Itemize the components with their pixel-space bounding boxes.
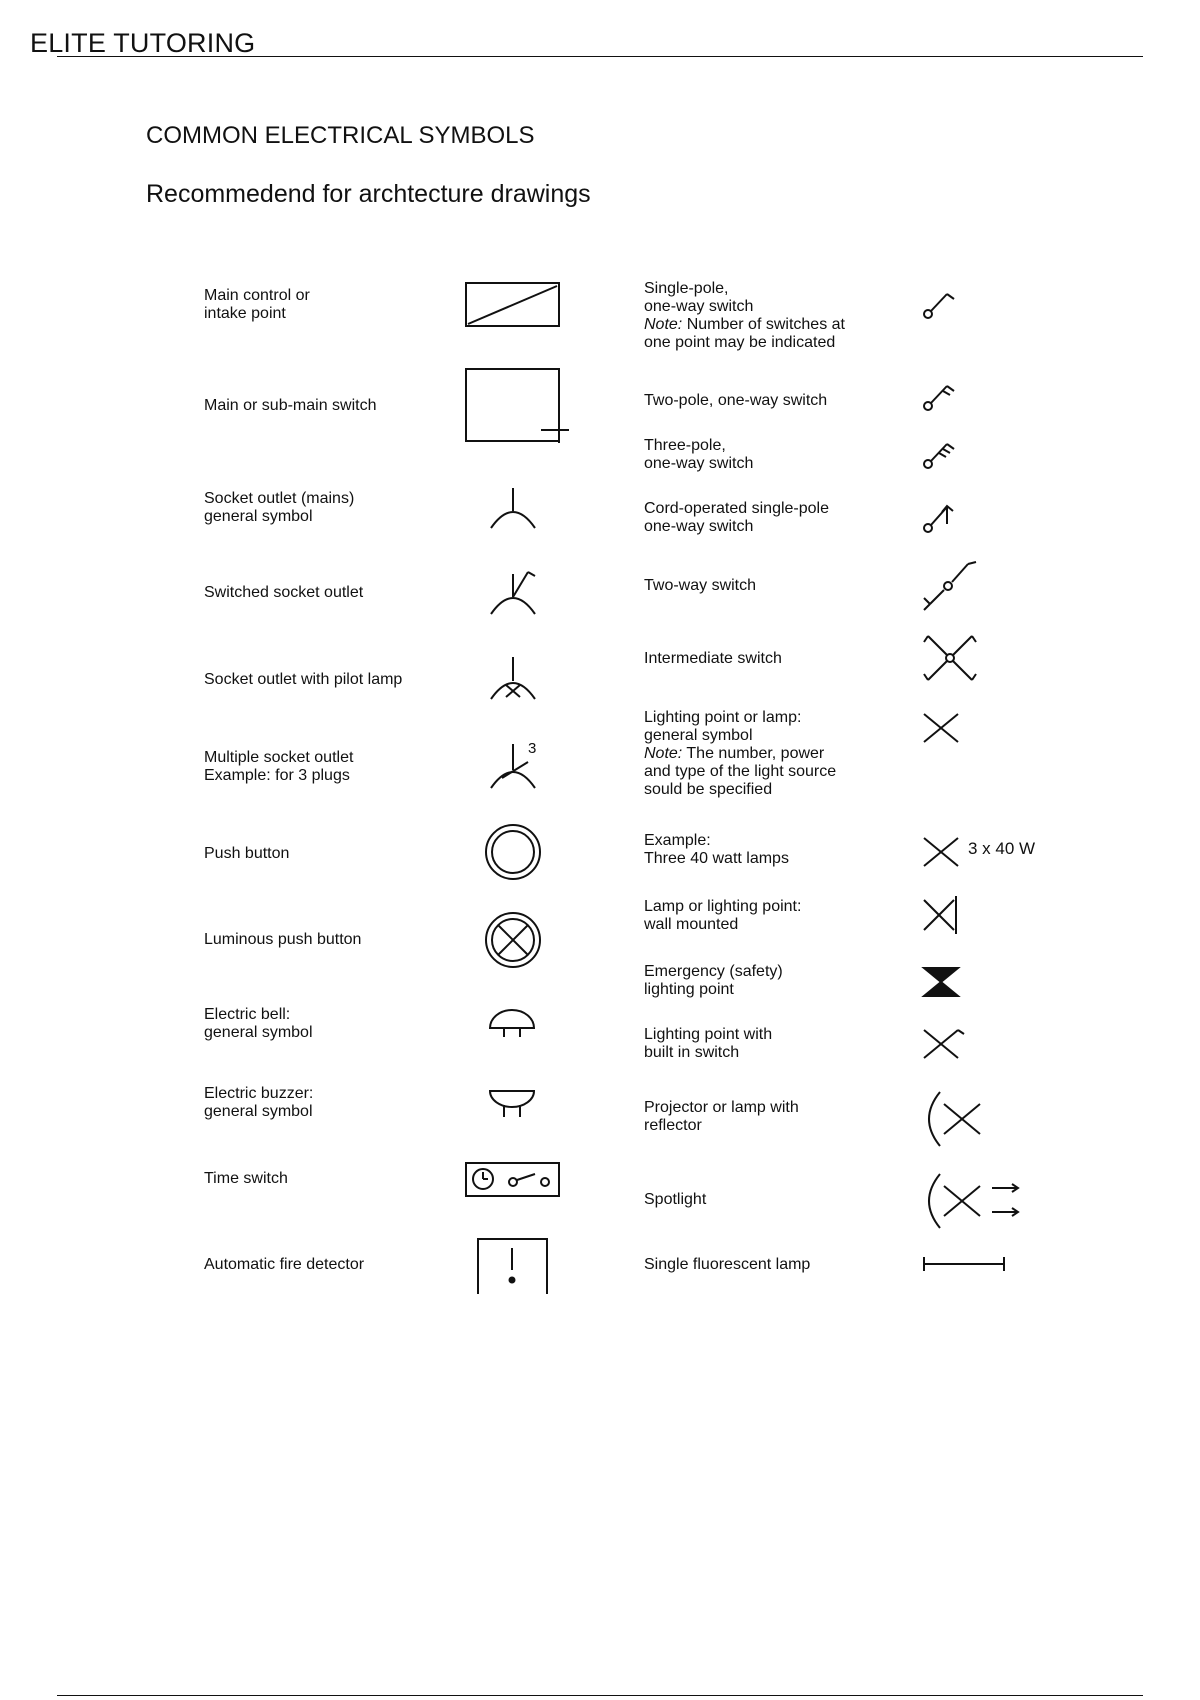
sub-main-switch-icon — [465, 368, 571, 444]
three-pole-switch-icon — [922, 440, 958, 470]
electric-buzzer-icon — [488, 1087, 536, 1119]
cord-switch-icon — [922, 502, 958, 534]
electric-bell-icon — [488, 1008, 536, 1038]
label-electric-bell: Electric bell: general symbol — [204, 1006, 313, 1041]
main-control-icon — [465, 282, 561, 328]
label-main-control: Main control or intake point — [204, 287, 310, 322]
note-prefix: Note: — [644, 316, 683, 333]
fire-detector-icon — [477, 1238, 549, 1294]
label-emergency-lamp: Emergency (safety) lighting point — [644, 963, 783, 998]
fluorescent-lamp-icon — [922, 1256, 1006, 1272]
label-three-pole-switch: Three-pole, one-way switch — [644, 437, 754, 472]
push-button-icon — [484, 827, 542, 877]
label-fire-detector: Automatic fire detector — [204, 1256, 365, 1273]
label-socket-pilot-lamp: Socket outlet with pilot lamp — [204, 671, 403, 688]
lamp-example-rating: 3 x 40 W — [968, 839, 1036, 858]
label-multiple-socket: Multiple socket outlet Example: for 3 plugs — [204, 749, 354, 784]
label-two-way-switch: Two-way switch — [644, 577, 757, 594]
label-push-button: Push button — [204, 845, 290, 862]
multiple-socket-count: 3 — [528, 740, 537, 757]
label-fluorescent-lamp: Single fluorescent lamp — [644, 1256, 811, 1273]
label-electric-buzzer: Electric buzzer: general symbol — [204, 1085, 314, 1120]
luminous-push-button-icon — [484, 914, 542, 966]
socket-outlet-icon — [488, 486, 538, 530]
emergency-lamp-icon — [922, 966, 960, 998]
switched-socket-icon — [488, 570, 538, 616]
projector-icon — [922, 1090, 986, 1148]
footer-rule — [57, 1695, 1143, 1696]
label-socket-outlet: Socket outlet (mains) general symbol — [204, 490, 355, 525]
label-time-switch: Time switch — [204, 1170, 288, 1187]
lamp-icon — [922, 712, 960, 744]
label-two-pole-switch: Two-pole, one-way switch — [644, 392, 828, 409]
label-single-pole-switch: Single-pole, one-way switch Note: Number of switches at one point may be indicated — [644, 280, 845, 351]
intermediate-switch-icon — [922, 632, 978, 684]
spotlight-icon — [922, 1172, 1026, 1230]
label-lamp-example: Example: Three 40 watt lamps — [644, 832, 789, 867]
label-wall-lamp: Lamp or lighting point: wall mounted — [644, 898, 802, 933]
label-intermediate-switch: Intermediate switch — [644, 650, 782, 667]
label-cord-switch: Cord-operated single-pole one-way switch — [644, 500, 829, 535]
two-way-switch-icon — [922, 560, 978, 612]
label-projector: Projector or lamp with reflector — [644, 1099, 799, 1134]
label-spotlight: Spotlight — [644, 1191, 707, 1208]
label-luminous-push-button: Luminous push button — [204, 931, 362, 948]
lamp-switch-icon — [922, 1028, 966, 1060]
lamp-example-icon — [922, 836, 960, 868]
document-title: COMMON ELECTRICAL SYMBOLS — [146, 122, 535, 149]
label-lamp-switch: Lighting point with built in switch — [644, 1026, 773, 1061]
document-subtitle: Recommedend for archtecture drawings — [146, 180, 591, 208]
label-sub-main-switch: Main or sub-main switch — [204, 397, 377, 414]
label-lamp: Lighting point or lamp: general symbol Note: The number, power and type of the light source sould be specified — [644, 709, 837, 798]
single-pole-switch-icon — [922, 290, 958, 320]
note-text: Number of switches at one point may be indicated — [644, 316, 845, 351]
note-text: The number, power and type of the light source sould be specified — [644, 745, 837, 798]
wall-lamp-icon — [922, 896, 960, 936]
note-prefix: Note: — [644, 745, 683, 762]
socket-pilot-lamp-icon — [488, 655, 538, 701]
two-pole-switch-icon — [922, 382, 958, 412]
header-title: ELITE TUTORING — [30, 28, 256, 58]
label-switched-socket: Switched socket outlet — [204, 584, 364, 601]
time-switch-icon — [465, 1162, 561, 1198]
header-rule — [57, 56, 1143, 57]
